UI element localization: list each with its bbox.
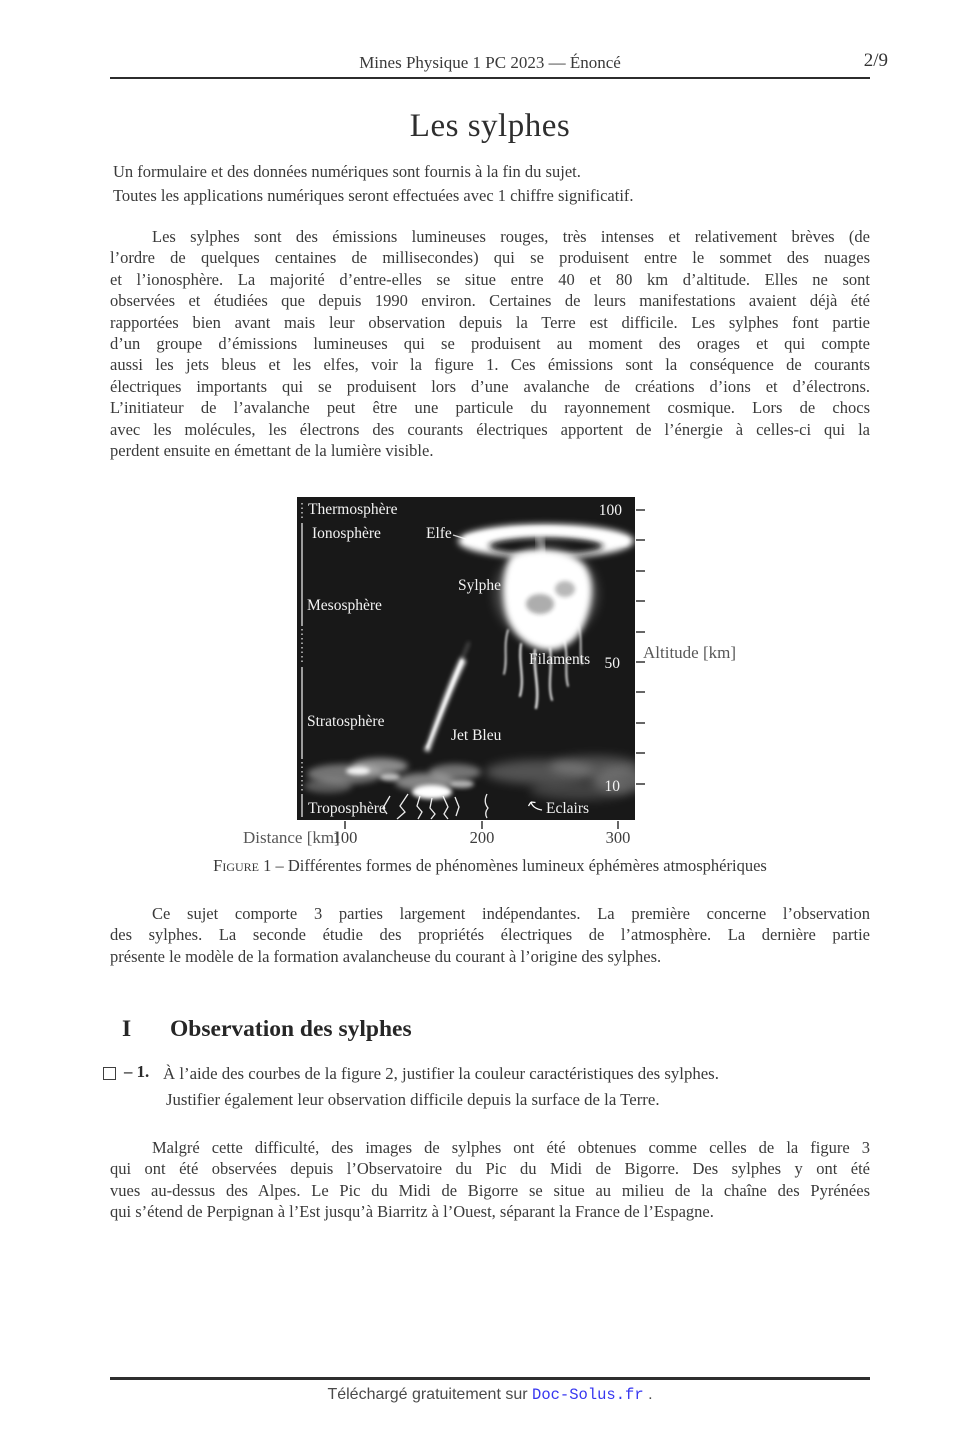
paragraph-intro: [110, 226, 870, 461]
paragraph-line: avec les molécules, les électrons des courants électriques apportent de l’énergie à celles-ci qui la: [110, 419, 870, 439]
question-line: Justifier également leur observation difficile depuis la surface de la Terre.: [166, 1089, 660, 1109]
label-filaments: Filaments: [529, 651, 591, 668]
notice-line: Toutes les applications numériques seront effectuées avec 1 chiffre significatif.: [113, 186, 634, 205]
figure-caption-label: Figure 1: [213, 856, 272, 875]
label-jet-bleu: Jet Bleu: [451, 727, 502, 744]
distance-axis-label: Distance [km]: [243, 828, 340, 846]
distance-tick-100: 100: [332, 828, 358, 846]
question-text: [163, 1061, 873, 1112]
document-title: Les sylphes: [409, 108, 571, 144]
footer-text: Téléchargé gratuitement sur: [327, 1386, 528, 1403]
paragraph-line: Malgré cette difficulté, des images de sylphes ont été obtenues comme celles de la figure 3: [152, 1138, 870, 1157]
figure-caption-text: – Différentes formes de phénomènes lumineux éphémères atmosphériques: [275, 856, 767, 875]
paragraph-line: présente le modèle de la formation avalancheuse du courant à l’origine des sylphes.: [110, 946, 662, 966]
paragraph-line: qui s’étend de Perpignan à l’Est jusqu’à Biarritz à l’Ouest, séparant la France de l’Espagne.: [110, 1202, 714, 1222]
label-mesosphere: Mesosphère: [307, 597, 382, 614]
notice: [113, 160, 870, 208]
label-thermosphere: Thermosphère: [308, 501, 398, 518]
question-1: [103, 1061, 873, 1112]
label-ionosphere: Ionosphère: [312, 525, 381, 542]
paragraph-line: perdent ensuite en émettant de la lumière visible.: [110, 441, 434, 461]
paragraph-line: aussi les jets bleus et les elfes, voir la figure 1. Ces émissions sont la conséquence de courants: [110, 355, 870, 375]
paragraph-line: qui ont été observées depuis l’Observatoire du Pic du Midi de Bigorre. Des sylphes y ont été: [110, 1159, 870, 1179]
section-heading: [122, 1016, 412, 1043]
altitude-tick-10: 10: [604, 778, 620, 795]
footer: [110, 1386, 870, 1404]
header-title: Mines Physique 1 PC 2023 — Énoncé: [359, 53, 621, 72]
section-title: Observation des sylphes: [170, 1016, 412, 1042]
label-sylphe: Sylphe: [458, 577, 502, 594]
figure-1-image: [240, 494, 740, 846]
paragraph-line: rapportées bien avant mais leur observation depuis la Terre est difficile. Les sylphes font partie: [110, 312, 870, 332]
paragraph-subject-outline: [110, 903, 870, 967]
figure-caption: [110, 856, 870, 876]
altitude-tick-50: 50: [604, 655, 620, 672]
label-troposphere: Troposphère: [308, 800, 386, 817]
paragraph-line: l’ordre de quelques centaines de millisecondes) qui se produisent entre le sommet des nuages: [110, 248, 870, 268]
distance-tick-200: 200: [469, 828, 495, 846]
question-line: À l’aide des courbes de la figure 2, justifier la couleur caractéristiques des sylphes.: [163, 1064, 719, 1083]
paragraph-observations: [110, 1137, 870, 1223]
header-rule: [110, 77, 870, 79]
paragraph-line: L’initiateur de l’avalanche peut être une particule du rayonnement cosmique. Lors de chocs: [110, 398, 870, 418]
question-checkbox-icon: [103, 1067, 116, 1080]
paragraph-line: des sylphes. La seconde étudie des propriétés électriques de l’atmosphère. La dernière partie: [110, 925, 870, 945]
paragraph-line: Ce sujet comporte 3 parties largement indépendantes. La première concerne l’observation: [152, 904, 870, 923]
distance-tick-300: 300: [605, 828, 631, 846]
paragraph-line: d’un groupe d’émissions lumineuses qui se produisent au moment des orages et qui compte: [110, 334, 870, 354]
notice-line: Un formulaire et des données numériques sont fournis à la fin du sujet.: [113, 162, 581, 181]
footer-period: .: [648, 1386, 653, 1403]
altitude-axis-label: Altitude [km]: [643, 643, 737, 662]
paragraph-line: observées et étudiées que depuis 1990 environ. Certaines de leurs manifestations avaient déjà été: [110, 291, 870, 311]
altitude-tick-100: 100: [598, 502, 622, 519]
paragraph-line: et l’ionosphère. La majorité d’entre-elles se situe entre 40 et 80 km d’altitude. Elles ne sont: [110, 269, 870, 289]
paragraph-line: Les sylphes sont des émissions lumineuses rouges, très intenses et relativement brèves (de: [152, 227, 870, 246]
paragraph-line: vues au-dessus des Alpes. Le Pic du Midi de Bigorre se situe au milieu de la chaîne des Pyrénées: [110, 1180, 870, 1200]
label-elfe: Elfe: [426, 525, 452, 542]
doc-solus-link[interactable]: Doc-Solus.fr: [532, 1386, 644, 1404]
section-number: I: [122, 1016, 132, 1042]
label-stratosphere: Stratosphère: [307, 713, 385, 730]
paragraph-line: électriques importants qui se produisent lors d’une avalanche de créations d’ions et d’électrons.: [110, 376, 870, 396]
page-number: 2/9: [863, 50, 888, 71]
question-number: – 1.: [124, 1062, 150, 1081]
label-eclairs: Eclairs: [546, 800, 590, 817]
footer-rule: [110, 1377, 870, 1380]
